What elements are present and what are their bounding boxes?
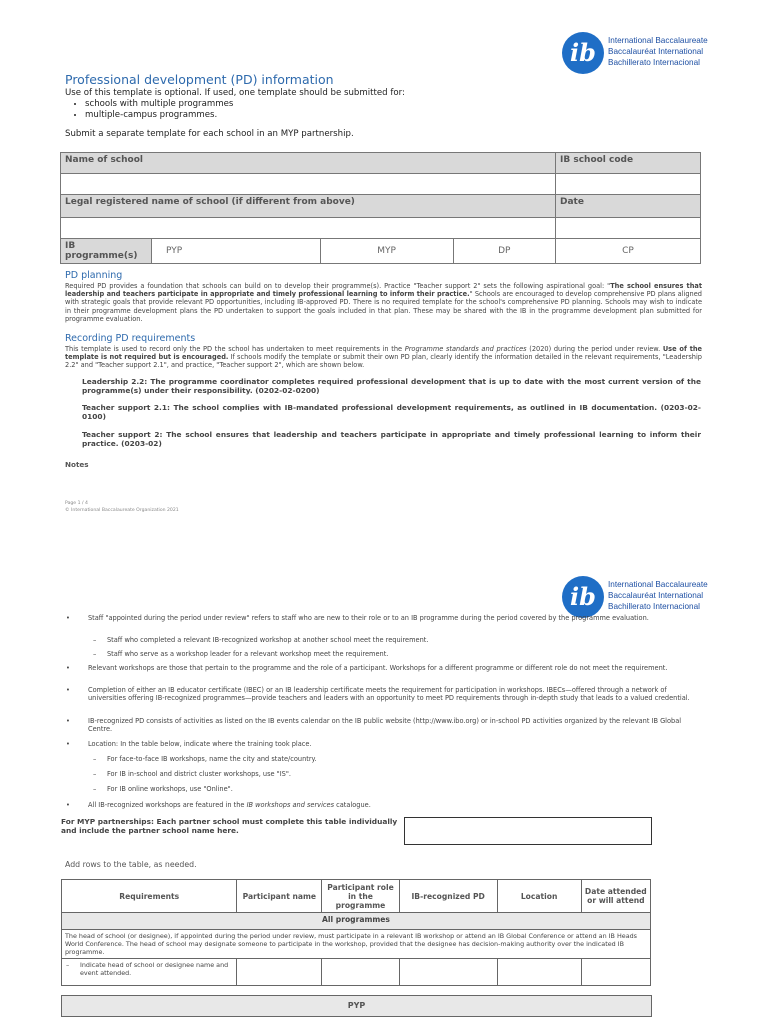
group-pyp: PYP [61,995,652,1017]
pd-planning-heading: PD planning [65,270,123,281]
sub-bullet: – Staff who serve as a workshop leader for a relevant workshop meet the requirement. [107,650,701,658]
programme-pyp[interactable]: PYP [152,239,321,264]
bullet-ibec: • Completion of either an IB educator certificate (IBEC) or an IB leadership certificate meets the requirement for participation in workshops. IBECs—offered through a network of universities offering IB-recognized programmes—provide teachers and leaders with an opportunity to meet PD requirements through in-depth study that leads to a valued credential. [88,686,701,702]
table-row [62,959,651,986]
ib-logo [562,32,712,78]
column-header: Participant role in the programme [322,880,399,913]
column-header: Location [497,880,581,913]
ib-programmes-label: IB programme(s) [61,239,152,264]
submit-note: Submit a separate template for each school in an MYP partnership. [65,129,354,139]
legal-name-field[interactable] [61,218,556,239]
bullet-catalogue: • All IB-recognized workshops are featured in the IB workshops and services catalogue. [88,801,701,809]
intro-text: Use of this template is optional. If used, one template should be submitted for: • schools with multiple programmes • multiple-campus programmes. [65,88,405,121]
table-header-row [62,880,651,913]
table-row [62,913,651,930]
programme-cp[interactable]: CP [556,239,701,264]
group-all-programmes: All programmes [62,913,651,930]
location-cell[interactable] [497,959,581,986]
column-header: Date attended or will attend [581,880,650,913]
programme-myp[interactable]: MYP [320,239,453,264]
sub-bullet: – Staff who completed a relevant IB-recognized workshop at another school meet the requirement. [107,636,701,644]
bullet-staff-appointed: • Staff "appointed during the period under review" refers to staff who are new to their role or to an IB programme during the period covered by the programme evaluation. [88,614,701,622]
sub-bullet: – For IB in-school and district cluster workshops, use "IS". [107,770,701,778]
school-info-form [60,152,701,264]
legal-name-label: Legal registered name of school (if different from above) [61,195,556,218]
myp-partnership-note: For MYP partnerships: Each partner school must complete this table individually and include the partner school name here. [61,817,398,835]
bullet-location: • Location: In the table below, indicate where the training took place. [88,740,701,748]
ib-logo-icon: ib [562,576,604,618]
recording-heading: Recording PD requirements [65,333,196,344]
participant-role-cell[interactable] [322,959,399,986]
date-label: Date [556,195,701,218]
date-attended-cell[interactable] [581,959,650,986]
sub-bullet: – For IB online workshops, use "Online". [107,785,701,793]
add-rows-note: Add rows to the table, as needed. [65,860,197,869]
ib-school-code-field[interactable] [556,174,701,195]
list-item: • schools with multiple programmes [85,99,405,110]
ib-recognized-pd-cell[interactable] [399,959,497,986]
list-item: • multiple-campus programmes. [85,110,405,121]
ib-school-code-label: IB school code [556,153,701,174]
recording-text: This template is used to record only the PD the school has undertaken to meet requirements in the Programme standards and practices (2020) during the period under review. Use of the template is not required but is encouraged. If schools modify the template or submit their own PD plan, clearly identify the information detailed in the relevant requirements, "Leadership 2.2" and "Teacher support 2.1", and practice, "Teacher support 2", which are shown below. [65,345,703,370]
pd-requirements-table [61,879,651,986]
bullet-relevant-workshops: • Relevant workshops are those that pertain to the programme and the role of a participant. Workshops for a different programme or different role do not meet the requirement. [88,664,701,672]
name-of-school-label: Name of school [61,153,556,174]
standard-leadership-2-2: Leadership 2.2: The programme coordinator completes required professional development that is up to date with the most current version of the programme(s) under their responsibility. (0202-02-0200) [82,377,701,396]
bullet-ib-recognized-pd: • IB-recognized PD consists of activities as listed on the IB events calendar on the IB public website (http://www.ibo.org) or in-school PD activities organized by the relevant IB Global Centre. [88,717,701,733]
requirement-cell: – Indicate head of school or designee name and event attended. [62,959,237,986]
column-header: Requirements [62,880,237,913]
page-footer: Page 1 / 4 © International Baccalaureate Organization 2021 [65,501,179,513]
intro-list [65,99,405,121]
ib-logo-text: International Baccalaureate Baccalauréat International Bachillerato Internacional [608,36,708,67]
name-of-school-field[interactable] [61,174,556,195]
programme-dp[interactable]: DP [453,239,555,264]
head-of-school-requirement: The head of school (or designee), if appointed during the period under review, must participate in a relevant IB workshop or attend an IB Global Conference or attend an IB Heads World Conference. The head of school may designate someone to participate in the workshop, provided that the designee has decision-making authority over the indicated IB programme. [62,930,651,959]
table-row [62,930,651,959]
column-header: IB-recognized PD [399,880,497,913]
ib-logo-text: International Baccalaureate Baccalauréat International Bachillerato Internacional [608,580,708,611]
pd-planning-text: Required PD provides a foundation that schools can build on to develop their programme(s). Practice "Teacher support 2" sets the following aspirational goal: "The school ensures that leadership and teachers participate in appropriate and timely professional learning to inform their practice." Schools are encouraged to develop comprehensive PD plans aligned with strategic goals that provide relevant PD opportunities, including IB-approved PD. There is no required template for the school's comprehensive PD planning. Schools may wish to indicate in their programme development plans the PD undertaken to support the goals included in that plan. These may be shared with the IB in the programme development plan submitted for programme evaluation. [65,282,703,323]
standard-teacher-support-2: Teacher support 2: The school ensures that leadership and teachers participate in appropriate and timely professional learning to inform their practice. (0203-02) [82,430,701,449]
participant-name-cell[interactable] [237,959,322,986]
date-field[interactable] [556,218,701,239]
page-title: Professional development (PD) information [65,72,334,87]
column-header: Participant name [237,880,322,913]
ib-logo-icon: ib [562,32,604,74]
partner-school-name-field[interactable] [404,817,652,845]
sub-bullet: – For face-to-face IB workshops, name the city and state/country. [107,755,701,763]
standard-teacher-support-2-1: Teacher support 2.1: The school complies with IB-mandated professional development requirements, as outlined in IB documentation. (0203-02-0100) [82,403,701,422]
notes-label: Notes [65,460,89,469]
